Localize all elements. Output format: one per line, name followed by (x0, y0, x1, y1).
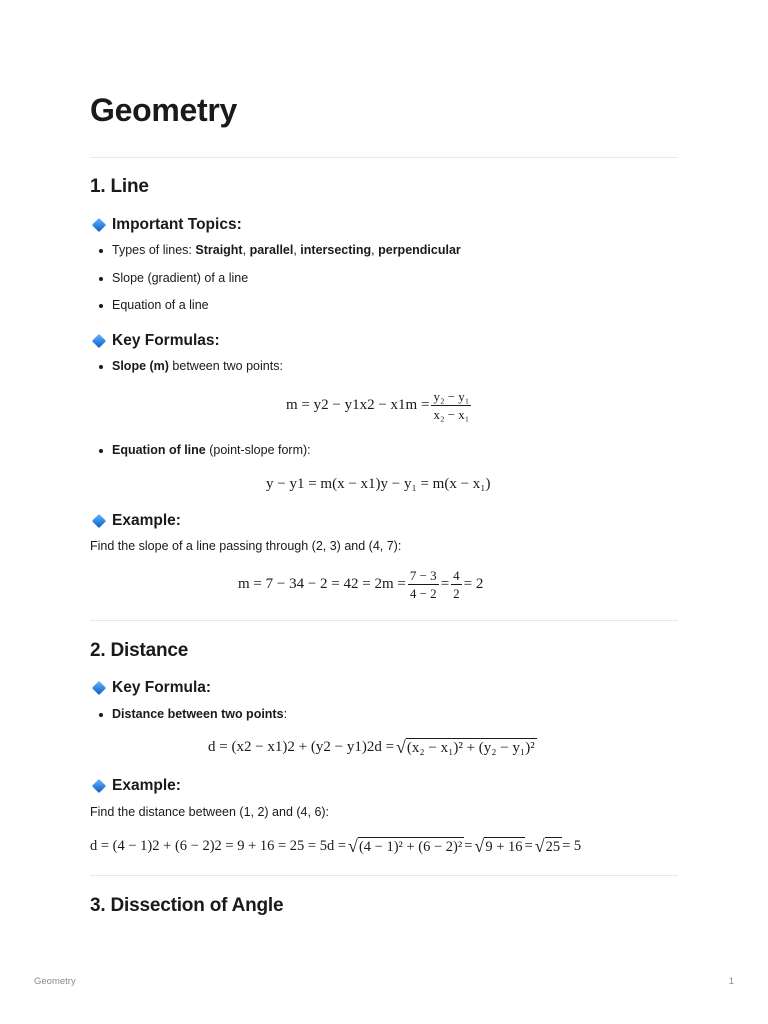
section-heading-line: 1. Line (90, 176, 149, 197)
page-number: 1 (728, 976, 734, 987)
square-root: √ 25 (534, 836, 561, 856)
list-item: Distance between two points: (112, 707, 288, 721)
radical-icon: √ (396, 737, 406, 757)
example-text: Find the slope of a line passing through (2, 3) and (4, 7): (90, 539, 402, 553)
section-heading-distance: 2. Distance (90, 640, 189, 661)
blue-diamond-icon (92, 218, 106, 232)
list-item: Slope (gradient) of a line (112, 270, 461, 287)
divider (90, 157, 678, 158)
list-item: Types of lines: Straight, parallel, intersecting, perpendicular (112, 243, 461, 257)
blue-diamond-icon (92, 779, 106, 793)
radical-icon: √ (348, 836, 358, 856)
square-root: √ (4 − 1)² + (6 − 2)² (348, 836, 463, 856)
divider (90, 875, 678, 876)
distance-example-math: d = (4 − 1)2 + (6 − 2)2 = 9 + 16 = 25 = 5d = √ (4 − 1)² + (6 − 2)² = √ 9 + 16 = √ 25 = 5 (90, 836, 582, 856)
slope-example-math: m = 7 − 34 − 2 = 42 = 2m = $\frac{7 - 3}{4 - 2}$ = $\frac{4}{2}$ = 2 (238, 568, 484, 601)
subheading-key-formula: Key Formula: (90, 679, 211, 697)
subheading-example: Example: (90, 777, 181, 795)
blue-diamond-icon (92, 681, 106, 695)
list-item: Slope (m) between two points: (112, 359, 283, 373)
list-item: Equation of line (point-slope form): (112, 443, 311, 457)
list-item: Equation of a line (112, 297, 461, 314)
square-root: √ (x₂ − x₁)² + (y₂ − y₁)² (396, 737, 535, 757)
subheading-key-formulas: Key Formulas: (90, 332, 220, 350)
divider (90, 620, 678, 621)
fraction: $\frac{\text{y₂ − y₁}}{\text{x₂ − x₁}}$ (433, 389, 470, 422)
fraction: $\frac{7 - 3}{4 - 2}$ (409, 568, 437, 601)
formula-list-slope (90, 358, 283, 375)
formula-list-equation (90, 442, 311, 459)
square-root: √ 9 + 16 (474, 836, 523, 856)
blue-diamond-icon (92, 514, 106, 528)
radical-icon: √ (534, 836, 545, 856)
topics-list (90, 242, 461, 314)
slope-formula: m = y2 − y1x2 − x1m = $\frac{\text{y₂ − y₁}}{\text{x₂ − x₁}}$ (286, 389, 470, 422)
subheading-important-topics: Important Topics: (90, 216, 242, 234)
page-title: Geometry (90, 92, 237, 128)
distance-formula: d = (x2 − x1)2 + (y2 − y1)2d = √ (x₂ − x₁)² + (y₂ − y₁)² (208, 737, 535, 757)
point-slope-formula: y − y1 = m(x − x1)y − y₁ = m(x − x₁) (266, 476, 491, 492)
example-text: Find the distance between (1, 2) and (4, 6): (90, 805, 330, 819)
section-heading-dissection: 3. Dissection of Angle (90, 895, 284, 916)
formula-list-distance (90, 706, 287, 723)
fraction: $\frac{4}{2}$ (453, 568, 460, 601)
subheading-example: Example: (90, 512, 181, 530)
footer-title: Geometry (34, 976, 76, 987)
radical-icon: √ (474, 836, 485, 856)
blue-diamond-icon (92, 334, 106, 348)
